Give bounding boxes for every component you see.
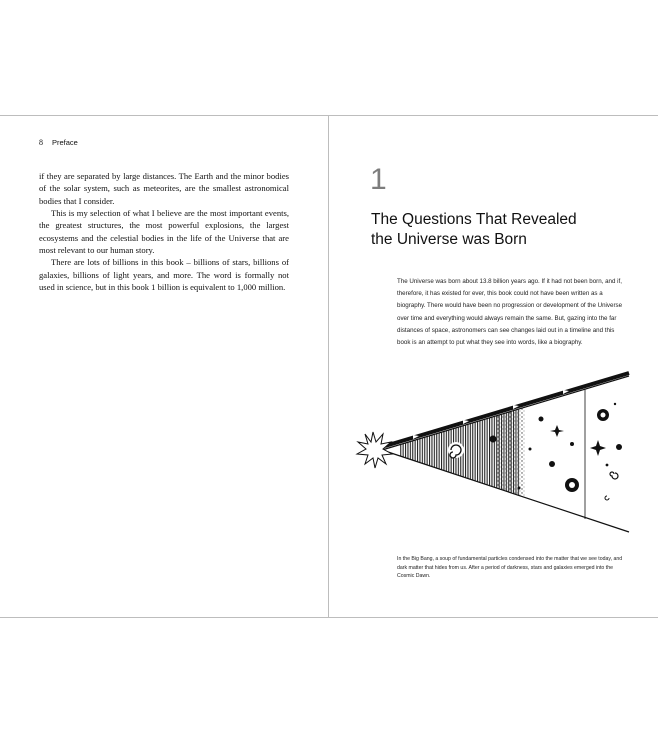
chapter-title-line: The Questions That Revealed (371, 211, 577, 228)
small-spiral-icons (605, 472, 618, 500)
page-gutter (328, 115, 329, 618)
paragraph: There are lots of billions in this book – billions of stars, billions of galaxies, billions of light years, and more. The word is formally not used in science, but in this book 1 billion is equivalent to 1,000 million. (39, 257, 289, 293)
spiral-galaxy-icon (448, 442, 464, 458)
figure-caption: In the Big Bang, a soup of fundamental particles condensed into the matter that we see today, and dark matter that hides from us. After a period of darkness, stars and galaxies emerged into the Cosmic Dawn. (397, 556, 623, 579)
chapter-title-line: the Universe was Born (371, 231, 527, 248)
page-number: 8 (39, 138, 43, 147)
cosmic-objects (518, 403, 623, 492)
paragraph: This is my selection of what I believe are the most important events, the greatest structures, the most powerful explosions, the largest ecosystems and the celestial bodies in the life of the Universe that are most relevant to our human story. (39, 208, 289, 256)
running-head-title: Preface (52, 138, 78, 147)
running-head (39, 138, 78, 147)
big-bang-illustration (345, 368, 635, 538)
chapter-title (371, 210, 621, 250)
dark-blob-icon (490, 436, 497, 443)
chapter-number: 1 (370, 163, 387, 196)
paragraph: if they are separated by large distances. The Earth and the minor bodies of the solar system, such as meteorites, are the smallest astronomical bodies that I consider. (39, 171, 289, 206)
left-page-body (39, 170, 289, 293)
chapter-intro: The Universe was born about 13.8 billion years ago. If it had not been born, and if, therefore, it has existed for ever, this book could not have been written as a biography. There would have been no progression or development of the Universe over time and everything would always remain the same. But, gazing into the far distances of space, astronomers can see changes laid out in a timeline and this book is an attempt to put what they see into words, like a biography. (397, 278, 623, 347)
